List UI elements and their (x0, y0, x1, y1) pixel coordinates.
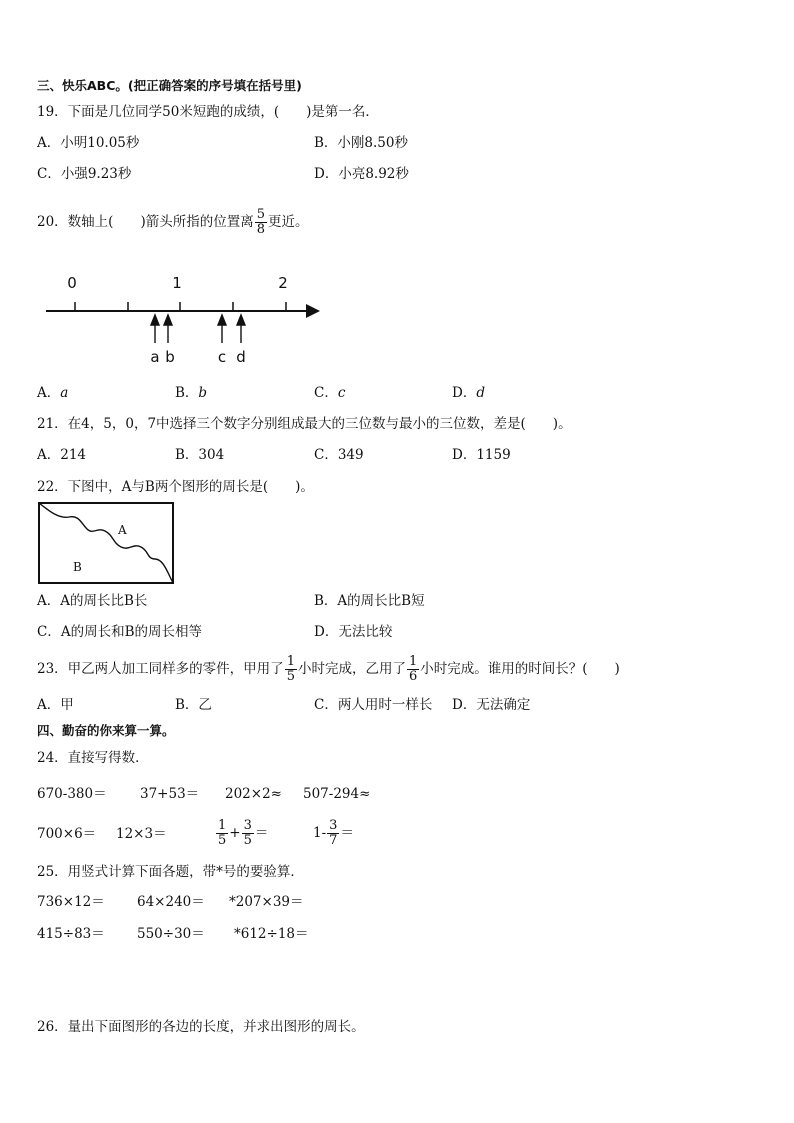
q22-option-d: D．无法比较 (314, 624, 393, 640)
q24-one-minus: 1- (313, 825, 327, 841)
q20-fraction (255, 208, 267, 237)
q20-stem-pre: 20．数轴上( )箭头所指的位置离 (37, 214, 254, 230)
q24-equals-1: ＝ (254, 825, 269, 841)
q20-option-c-value: c (337, 385, 346, 401)
q25-item-2: 64×240＝ (137, 894, 205, 910)
q20-option-a-letter: A． (37, 385, 61, 401)
figure-label-b: B (73, 560, 82, 574)
q23-stem (37, 650, 620, 688)
figure-wavy-divider (39, 503, 173, 583)
q22-stem: 22．下图中，A与B两个图形的周长是( )。 (37, 479, 314, 495)
q23-option-b: B．乙 (175, 697, 212, 713)
q21-option-a: A．214 (37, 447, 87, 463)
q23-option-c: C．两人用时一样长 (314, 697, 433, 713)
q24-item-3: 202×2≈ (225, 786, 282, 802)
q25-item-3: *207×39＝ (229, 894, 304, 910)
arrow-b-head (164, 315, 172, 325)
q23-stem-part1: 23．甲乙两人加工同样多的零件，甲用了 (37, 661, 284, 677)
q20-option-d-value: d (476, 385, 485, 401)
q20-option-c (314, 384, 345, 402)
perimeter-figure (37, 501, 177, 585)
q26-stem: 26．量出下面图形的各边的长度，并求出图形的周长。 (37, 1019, 365, 1035)
q23-option-a: A．甲 (37, 697, 74, 713)
q19-option-a: A．小明10.05秒 (37, 135, 140, 151)
q23-frac2-num: 1 (408, 654, 418, 669)
q19-option-d: D．小亮8.92秒 (314, 166, 409, 182)
arrow-c-head (218, 315, 226, 325)
arrow-label-a: a (150, 348, 160, 366)
q23-option-d: D．无法确定 (452, 697, 531, 713)
axis-label-2: 2 (278, 274, 288, 292)
arrow-a-head (151, 315, 159, 325)
q23-fraction-2 (407, 655, 419, 684)
q20-frac-den: 8 (256, 222, 265, 237)
q20-option-d (452, 384, 485, 402)
q20-option-b-value: b (198, 385, 208, 401)
q20-option-b (175, 384, 207, 402)
q23-fraction-1 (285, 655, 297, 684)
q24-frac-c (327, 819, 339, 848)
arrow-label-b: b (165, 348, 175, 366)
q22-option-b: B．A的周长比B短 (314, 593, 425, 609)
q24-frac-b (242, 819, 254, 848)
arrow-label-d: d (236, 348, 246, 366)
figure-rectangle (39, 503, 173, 583)
q24-frac-a (216, 819, 228, 848)
q19-option-b: B．小刚8.50秒 (314, 135, 408, 151)
q19-stem: 19．下面是几位同学50米短跑的成绩，( )是第一名． (37, 104, 379, 120)
q19-option-c: C．小强9.23秒 (37, 166, 132, 182)
q20-option-b-letter: B． (175, 385, 199, 401)
q24-frac-b-num: 3 (243, 818, 252, 833)
q20-stem-post: 更近。 (268, 214, 309, 230)
q24-item-4: 507-294≈ (303, 786, 371, 802)
q20-option-a-value: a (60, 385, 69, 401)
q24-item-5: 700×6＝ (37, 826, 97, 842)
q21-option-d: D．1159 (452, 447, 511, 463)
q21-option-c: C．349 (314, 447, 364, 463)
q20-frac-num: 5 (256, 207, 265, 222)
q25-item-5: 550÷30＝ (137, 926, 205, 942)
arrow-label-c: c (217, 348, 227, 366)
q20-option-d-letter: D． (452, 385, 477, 401)
q24-equals-2: ＝ (340, 825, 354, 841)
q23-stem-part3: 小时完成。谁用的时间长？( ) (420, 661, 620, 677)
q24-item-8 (313, 813, 354, 853)
q23-stem-part2: 小时完成，乙用了 (297, 661, 406, 677)
q25-item-4: 415÷83＝ (37, 926, 105, 942)
q24-item-7 (215, 813, 268, 853)
q20-option-a (37, 384, 68, 402)
q22-option-a: A．A的周长比B长 (37, 593, 148, 609)
number-line-figure (40, 268, 340, 368)
q25-item-6: *612÷18＝ (234, 926, 309, 942)
q25-item-1: 736×12＝ (37, 894, 105, 910)
axis-label-1: 1 (172, 274, 182, 292)
q24-frac-b-den: 5 (243, 833, 252, 848)
q21-option-b: B．304 (175, 447, 225, 463)
q23-frac1-den: 5 (286, 669, 295, 684)
q22-option-c: C．A的周长和B的周长相等 (37, 624, 202, 640)
q20-option-c-letter: C． (314, 385, 338, 401)
q20-stem (37, 203, 309, 241)
q24-item-2: 37+53＝ (140, 786, 200, 802)
q24-item-1: 670-380＝ (37, 786, 107, 802)
figure-label-a: A (118, 523, 127, 537)
arrow-d-head (237, 315, 245, 325)
q23-frac1-num: 1 (286, 654, 295, 669)
axis-ticks (75, 302, 286, 311)
section-4-title: 四、勤奋的你来算一算。 (37, 723, 175, 738)
q24-item-6: 12×3＝ (116, 826, 167, 842)
q24-frac-a-num: 1 (218, 818, 227, 833)
axis-label-0: 0 (67, 274, 77, 292)
q21-stem: 21．在4，5，0，7中选择三个数字分别组成最大的三位数与最小的三位数，差是( )。 (37, 416, 572, 432)
axis-arrowhead (306, 304, 320, 318)
q24-frac-c-den: 7 (329, 833, 338, 848)
q23-frac2-den: 6 (408, 669, 418, 684)
q24-stem: 24．直接写得数． (37, 750, 149, 766)
q25-stem: 25．用竖式计算下面各题，带*号的要验算． (37, 864, 304, 880)
q24-frac-c-num: 3 (329, 818, 338, 833)
q24-frac-a-den: 5 (218, 833, 227, 848)
q24-plus-sign: + (229, 825, 241, 841)
section-3-title: 三、快乐ABC。(把正确答案的序号填在括号里) (37, 78, 302, 93)
